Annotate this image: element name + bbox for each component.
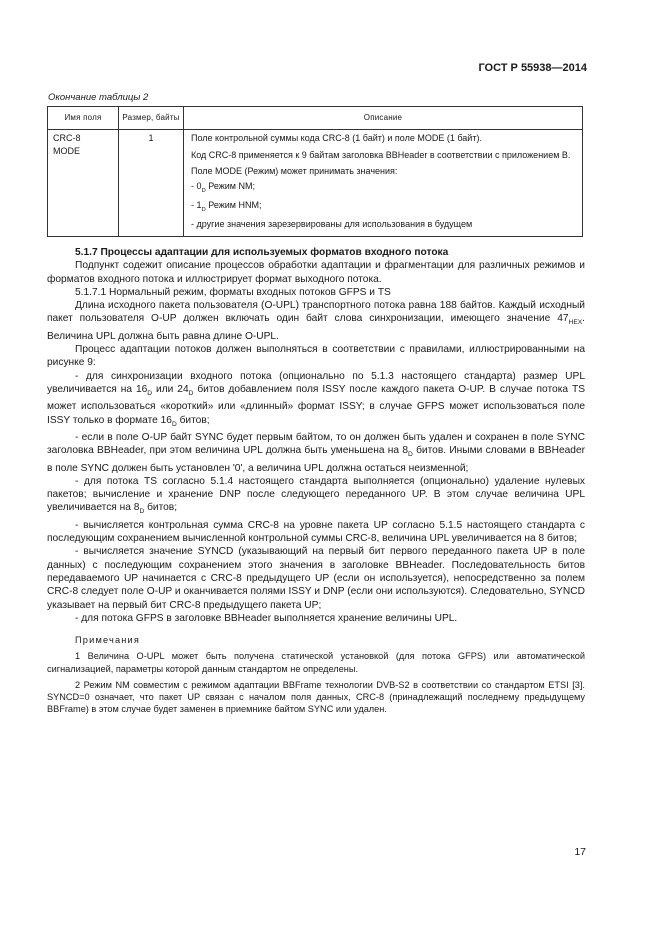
text-fragment: - 1	[191, 199, 202, 210]
subscript: D	[201, 187, 206, 194]
col-header-size: Размер, байты	[119, 107, 184, 130]
text-fragment: - для синхронизации входного потока (опционально по 5.1.3 настоящего стандарта) размер UPL увеличивается на 16	[47, 370, 585, 395]
text-fragment: битов. Иными словами в BBHeader в поле SYNC должен быть установлен '0', а величина UPL должна остаться неизменной;	[47, 445, 585, 474]
subsection-title: 5.1.7.1 Нормальный режим, форматы входных потоков GFPS и TS	[75, 286, 391, 298]
text-fragment: - 0	[191, 180, 202, 191]
text-fragment: . Величина UPL должна быть равна длине O-UPL.	[47, 313, 585, 342]
standard-header: ГОСТ Р 55938—2014	[478, 62, 587, 74]
main-text	[47, 246, 585, 719]
subscript: D	[188, 390, 194, 398]
size-cell: 1	[119, 130, 184, 237]
list-item: - для потока GFPS в заголовке BBHeader выполняется хранение величины UPL.	[75, 612, 458, 624]
field-name-crc8: CRC-8	[53, 133, 81, 143]
text-fragment: - если в поле O-UP байт SYNC будет первым байтом, то он должен быть удален и сохранен в поле SYNC заголовка BBHeader, при этом величина UPL должна быть уменьшена на 8	[47, 431, 585, 457]
text-fragment: или 24	[152, 384, 189, 395]
paragraph: Процесс адаптации потоков должен выполняться в соответствии с правилами, иллюстрированными на рисунке 9:	[47, 344, 585, 369]
table-row	[48, 130, 583, 237]
subscript: D	[408, 451, 413, 459]
fields-table	[47, 106, 583, 237]
col-header-field-name: Имя поля	[48, 107, 119, 130]
description-cell	[184, 130, 583, 237]
field-name-mode: MODE	[53, 145, 80, 156]
notes-title: Примечания	[75, 635, 141, 646]
subscript: D	[139, 508, 145, 516]
description-line: Поле контрольной суммы кода CRC-8 (1 байт) и поле MODE (1 байт).	[191, 133, 482, 143]
description-line: Поле MODE (Режим) может принимать значения:	[191, 166, 398, 176]
subscript: D	[201, 206, 206, 213]
paragraph: Подпункт содежит описание процессов обработки адаптации и фрагментации для различных режимов и форматов входного потока и иллюстрирует формат выходного потока.	[47, 260, 585, 285]
notes-block	[47, 634, 585, 715]
paragraph	[47, 299, 585, 343]
description-line: - другие значения зарезервированы для использования в будущем	[191, 219, 473, 230]
col-header-description: Описание	[184, 107, 583, 130]
text-fragment: битов добавлением поля ISSY после каждого пакета O-UP. В случае потока TS может использоваться «короткий» или «длинный» формат ISSY; в случае GFPS может использоваться поле ISSY только в формате 16	[47, 384, 585, 426]
list-item: - вычисляется значение SYNCD (указывающий на первый бит первого переданного пакета UP в поле данных) с последующим сохранением этого значения в заголовке BBHeader. Последовательность битов передаваемого UP начинается с CRC-8 предыдущего UP (если он используется), непосредственно за полем CRC-8 следует поле O-UP и оканчивается полями ISSY и DNP (если они используются). Следовательно, SYNCD указывает на первый бит CRC-8 предыдущего пакета UP;	[47, 546, 585, 611]
text-fragment: битов;	[176, 414, 210, 426]
table-caption: Окончание таблицы 2	[48, 92, 149, 103]
text-fragment: битов;	[144, 502, 178, 514]
table-header-row	[48, 107, 583, 130]
subscript: D	[171, 420, 177, 428]
section-title: 5.1.7 Процессы адаптации для используемых форматов входного потока	[75, 247, 449, 258]
list-item	[47, 475, 585, 519]
description-line: Код CRC-8 применяется к 9 байтам заголовка BBHeader в соответствии с приложением В.	[191, 149, 571, 160]
field-name-cell	[48, 130, 119, 237]
note-item: 1 Величина O-UPL может быть получена статической установкой (для потока GFPS) или автоматической сигнализацией, параметры которой данным стандартом не определены.	[47, 651, 585, 674]
subscript: D	[147, 390, 153, 398]
list-item: - вычисляется контрольная сумма CRC-8 на уровне пакета UP согласно 5.1.5 настоящего стандарта с последующим сохранением вычисленной контрольной суммы CRC-8, величина UPL увеличивается на 8 битов;	[47, 519, 585, 545]
text-fragment: Длина исходного пакета пользователя (O-UPL) транспортного потока равна 188 байтов. Каждый исходный пакет пользователя O-UP должен включать один байт слова синхронизации, имеющего значение 47	[47, 300, 585, 325]
note-item: 2 Режим NM совместим с режимом адаптации BBFrame технологии DVB-S2 в соответствии со стандартом ETSI [3]. SYNCD=0 означает, что пакет UP связан с началом поля данных, CRC-8 (принадлежащий последнему предыдущему BBFrame) в этом случае будет заменен в приемнике байтом SYNC или удален.	[47, 679, 585, 715]
list-item	[47, 370, 585, 431]
description-line	[191, 180, 576, 197]
list-item	[47, 431, 585, 475]
subscript: HEX	[568, 319, 583, 327]
text-fragment: Режим HNM;	[205, 199, 262, 210]
text-fragment: Режим NM;	[205, 180, 255, 191]
text-fragment: - для потока TS согласно 5.1.4 настоящего стандарта выполняется (опционально) удаление нулевых пакетов; вычисление и хранение DNP после следующего переданного UP. В этом случае величина UPL увеличивается на 8	[47, 475, 585, 514]
page-number: 17	[574, 846, 586, 858]
description-line	[191, 199, 576, 216]
